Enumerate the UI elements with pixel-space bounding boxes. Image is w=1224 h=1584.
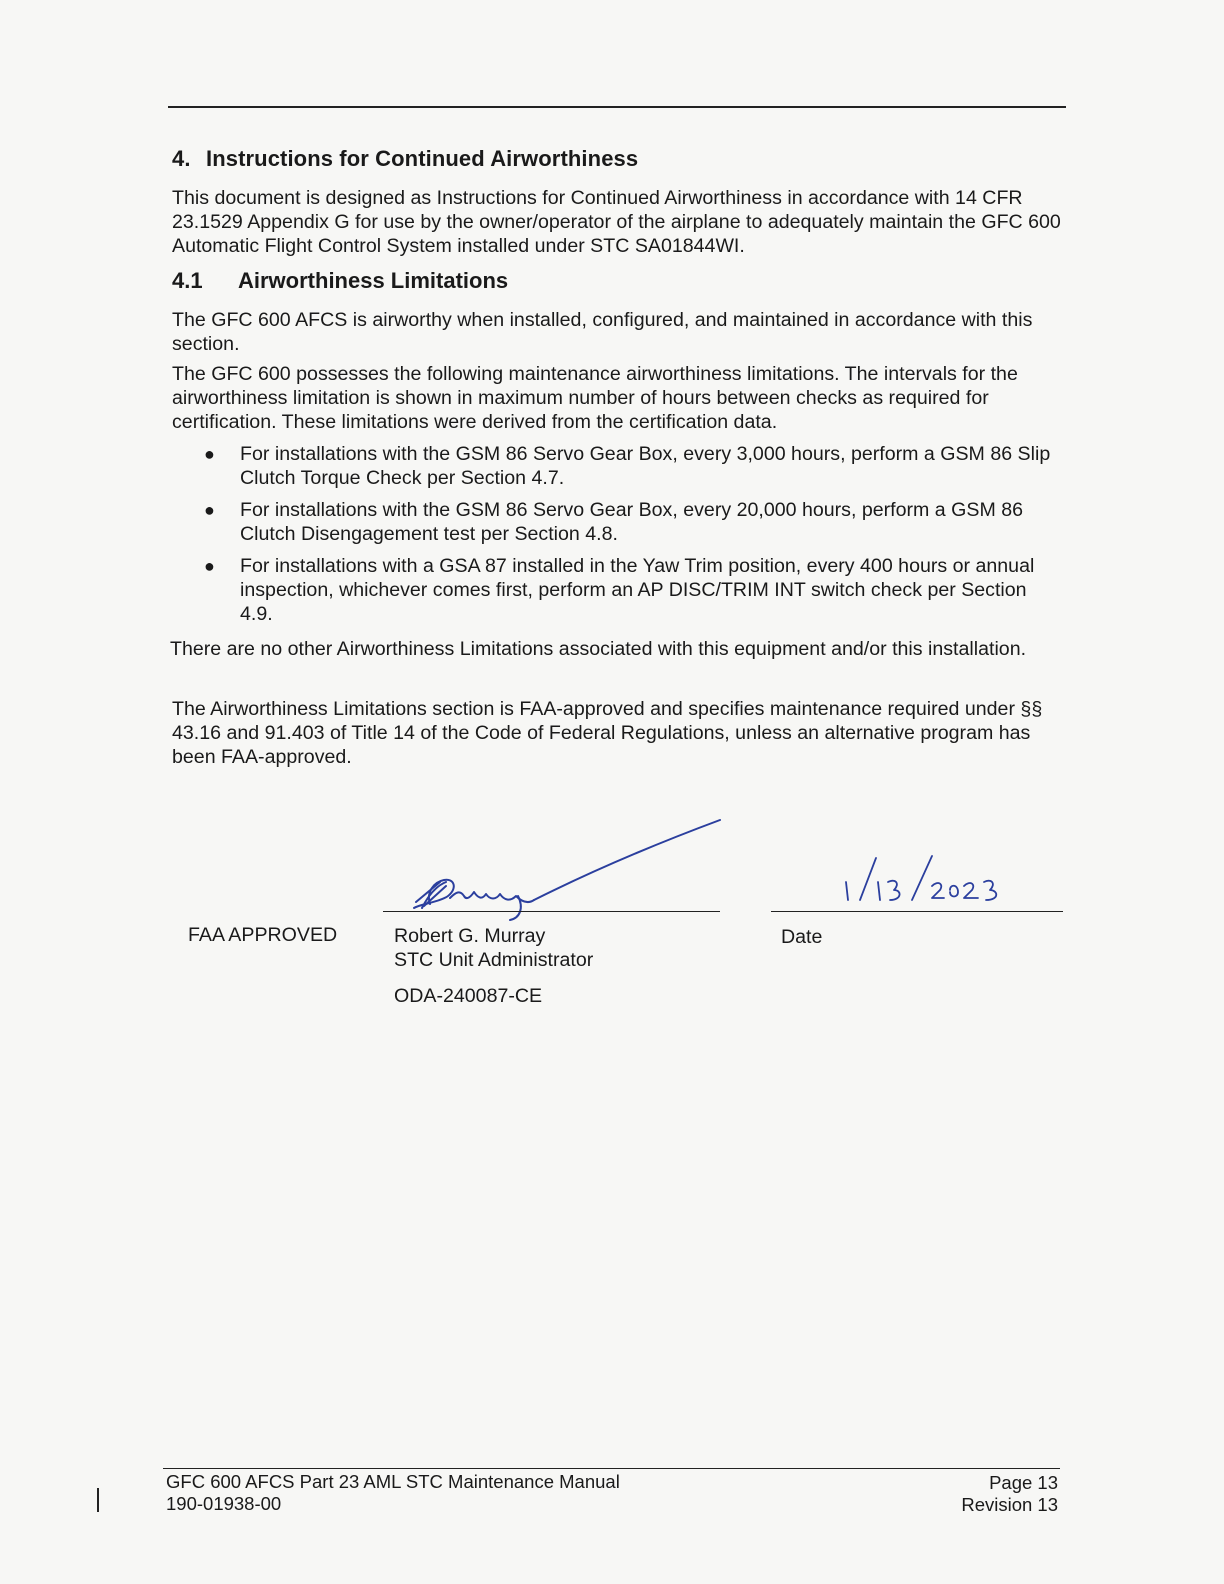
subsection-title: Airworthiness Limitations	[238, 268, 509, 293]
footer-rule	[163, 1468, 1060, 1469]
signer-name: Robert G. Murray	[394, 925, 546, 947]
section-number: 4.	[172, 146, 191, 171]
bullet-icon: ●	[204, 500, 215, 520]
header-rule	[168, 106, 1066, 108]
signature-image	[400, 812, 730, 924]
date-label: Date	[781, 926, 823, 948]
footer-title: GFC 600 AFCS Part 23 AML STC Maintenance Manual	[166, 1471, 620, 1492]
list-item: ● For installations with the GSM 86 Servo Gear Box, every 3,000 hours, perform a GSM 86 Slip Clutch Torque Check per Section 4.7.	[204, 443, 1051, 489]
paragraph-faa-approved: The Airworthiness Limitations section is FAA-approved and specifies maintenance required under §§ 43.16 and 91.403 of Title 14 of the Code of Federal Regulations, unless an alternative program has been FAA-approved.	[172, 698, 1043, 768]
section-intro: This document is designed as Instructions for Continued Airworthiness in accordance with 14 CFR 23.1529 Appendix G for use by the owner/operator of the airplane to adequately maintain the GFC 600 Automatic Flight Control System installed under STC SA01844WI.	[172, 187, 1061, 257]
footer-part-number: 190-01938-00	[166, 1493, 282, 1514]
bullet-icon: ●	[204, 444, 215, 464]
list-item: ● For installations with the GSM 86 Servo Gear Box, every 20,000 hours, perform a GSM 86 Clutch Disengagement test per Section 4.8.	[204, 499, 1024, 545]
footer-revision: Revision 13	[961, 1494, 1058, 1515]
handwritten-date	[836, 852, 1016, 908]
paragraph-limitations: The GFC 600 possesses the following maintenance airworthiness limitations. The intervals for the airworthiness limitation is shown in maximum number of hours between checks as required for certification. These limitations were derived from the certification data.	[172, 363, 1018, 433]
date-line	[771, 911, 1063, 912]
section-title: Instructions for Continued Airworthiness	[206, 146, 639, 171]
limitations-list	[204, 442, 1064, 634]
signature-line	[383, 911, 720, 912]
revision-bar	[97, 1488, 99, 1512]
oda-number: ODA-240087-CE	[394, 985, 543, 1007]
paragraph-no-other-limitations: There are no other Airworthiness Limitations associated with this equipment and/or this installation.	[170, 638, 1027, 660]
faa-approved-label: FAA APPROVED	[188, 924, 338, 946]
footer-page: Page 13	[989, 1472, 1058, 1493]
bullet-icon: ●	[204, 556, 215, 576]
section-heading	[172, 146, 638, 172]
signer-title: STC Unit Administrator	[394, 949, 594, 971]
subsection-number: 4.1	[172, 268, 203, 293]
list-item: ● For installations with a GSA 87 installed in the Yaw Trim position, every 400 hours or annual inspection, whichever comes first, perform an AP DISC/TRIM INT switch check per Section 4.9.	[204, 555, 1035, 625]
paragraph-airworthy: The GFC 600 AFCS is airworthy when installed, configured, and maintained in accordance with this section.	[172, 309, 1033, 355]
subsection-heading	[172, 268, 508, 294]
